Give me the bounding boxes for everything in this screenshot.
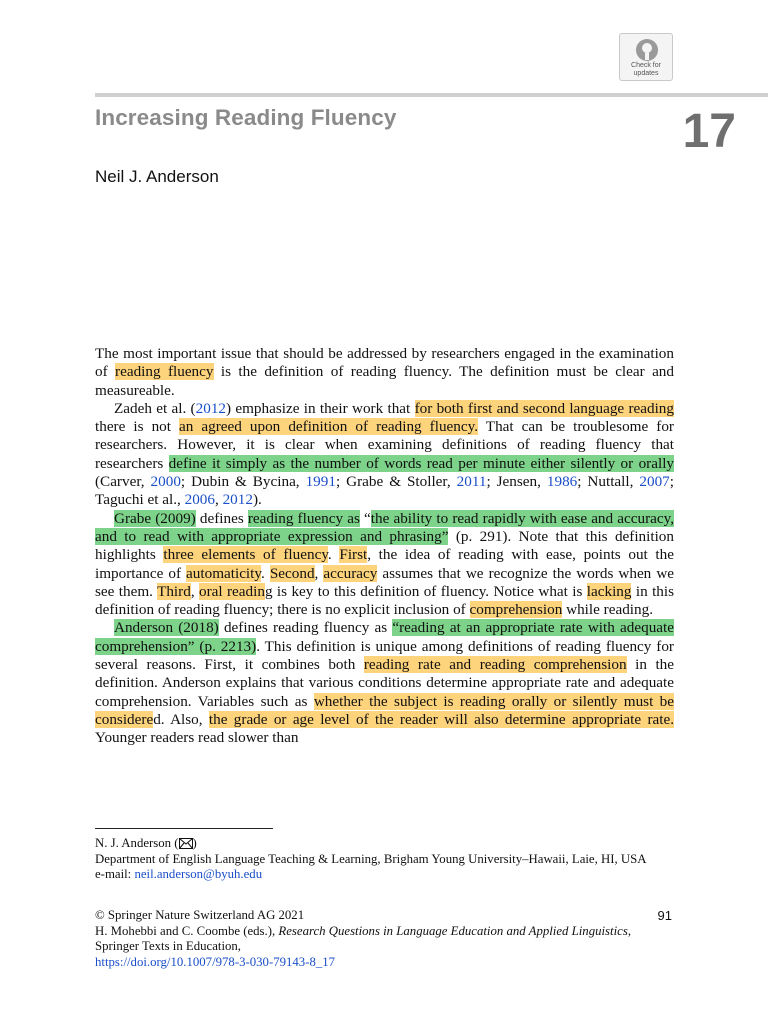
text-run: (Carver, <box>95 473 151 491</box>
text-run: ; Jensen, <box>486 473 547 491</box>
email-link[interactable]: neil.anderson@byuh.edu <box>134 867 263 881</box>
citation-link[interactable]: 2011 <box>456 473 487 491</box>
highlight-green: define it simply as the number of words read per minute either silently or orally <box>168 454 675 472</box>
highlight-green: the ability to read rapidly with ease and accuracy, and to read with appropriate expression and phrasing” <box>95 509 675 545</box>
book-title: Research Questions in Language Education and Applied Linguistics <box>278 923 628 938</box>
text-run: while reading. <box>562 601 654 619</box>
highlight-yellow: for both first and second language reading <box>414 399 674 417</box>
text-run: . This definition is unique among definitions of reading fluency for several reasons. First, it combines both <box>95 637 674 674</box>
editors: H. Mohebbi and C. Coombe (eds.), <box>95 923 279 938</box>
text-run: That can be troublesome for researchers. However, it is clear when examining definitions of reading fluency that researchers <box>95 418 674 472</box>
highlight-yellow: reading rate and reading comprehension <box>363 656 627 674</box>
text-run: , <box>190 582 199 600</box>
citation-link[interactable]: 1991 <box>305 473 336 491</box>
highlight-yellow: automaticity <box>186 564 261 582</box>
body-text <box>95 345 674 748</box>
highlight-green: Grabe (2009) <box>114 509 196 527</box>
email-label: e-mail: <box>95 867 135 881</box>
author-name: Neil J. Anderson <box>95 167 219 186</box>
highlight-yellow: Third <box>157 582 191 600</box>
text-run: is the definition of reading fluency. The definition must be clear and measureable. <box>95 363 674 399</box>
citation-link[interactable]: 2000 <box>150 473 181 491</box>
citation-link[interactable]: 2012 <box>195 399 226 417</box>
text-run: g is key to this definition of fluency. Notice what is <box>264 582 587 600</box>
editors-line <box>95 924 675 955</box>
text-run: The most important issue that should be addressed by researchers engaged in the examination of <box>95 345 674 381</box>
text-run: (p. 291). Note that this definition highlights <box>95 527 674 564</box>
citation-link[interactable]: 2012 <box>222 491 253 509</box>
footnote-rule <box>95 828 273 829</box>
author-footnote <box>95 836 675 883</box>
highlight-yellow: First <box>339 546 368 564</box>
text-run: “ <box>359 509 371 527</box>
highlight-yellow: an agreed upon definition of reading fluency. <box>179 418 479 436</box>
text-run: Younger readers read slower than <box>95 729 299 747</box>
badge-line-1: Check for <box>631 62 661 69</box>
text-run: Zadeh et al. ( <box>114 399 196 417</box>
text-run: ; Taguchi et al., <box>95 473 674 509</box>
highlight-yellow: lacking <box>586 582 632 600</box>
crossmark-icon <box>635 38 659 62</box>
highlight-green: Anderson (2018) <box>114 619 219 637</box>
footnote-paren: ) <box>192 836 197 850</box>
badge-line-2: updates <box>633 70 659 77</box>
footnote-affiliation: Department of English Language Teaching & Learning, Brigham Young University–Hawaii, Laie, HI, USA <box>95 851 647 866</box>
series: , Springer Texts in Education, <box>95 923 632 954</box>
text-run: ; Grabe & Stoller, <box>335 473 457 491</box>
text-run: . <box>327 546 340 564</box>
text-run: , <box>214 491 223 509</box>
text-run: , the idea of reading with ease, points out the importance of <box>95 546 674 582</box>
chapter-title: Increasing Reading Fluency <box>95 105 397 130</box>
doi-link[interactable]: https://doi.org/10.1007/978-3-030-79143-8_17 <box>95 954 336 969</box>
page-number: 91 <box>657 908 672 923</box>
highlight-yellow: Second <box>269 564 315 582</box>
check-for-updates-badge[interactable] <box>619 33 673 81</box>
text-run: ; Nuttall, <box>577 473 640 491</box>
imprint <box>95 908 675 970</box>
text-run: defines <box>195 509 248 527</box>
text-run: . <box>260 564 270 582</box>
text-run: ). <box>252 491 262 509</box>
paragraph-4 <box>95 619 674 747</box>
highlight-yellow: reading fluency <box>115 363 214 381</box>
paragraph-3 <box>95 510 674 620</box>
footnote-name-line <box>95 836 675 852</box>
text-run: in the definition. Anderson explains that various conditions determine appropriate rate and adequate comprehension. Variables such as <box>95 656 674 710</box>
text-run: d. Also, <box>153 710 209 728</box>
highlight-yellow: the grade or age level of the reader will also determine appropriate rate. <box>208 710 674 728</box>
highlight-green: reading fluency as <box>247 509 360 527</box>
text-run: ; Dubin & Bycina, <box>180 473 306 491</box>
text-run: defines reading fluency as <box>218 619 393 637</box>
badge-label <box>620 62 672 78</box>
paragraph-1 <box>95 345 674 400</box>
text-run: assumes that we recognize the words when we see them. <box>95 564 675 600</box>
text-run: ) emphasize in their work that <box>226 399 415 417</box>
text-run: in this definition of reading fluency; there is no explicit inclusion of <box>95 582 675 619</box>
highlight-yellow: three elements of fluency <box>163 546 328 564</box>
highlight-yellow: comprehension <box>469 601 563 619</box>
paragraph-2 <box>95 400 674 510</box>
highlight-yellow: accuracy <box>323 564 378 582</box>
citation-link[interactable]: 2007 <box>639 473 670 491</box>
highlight-yellow: whether the subject is reading orally or silently must be considere <box>95 692 674 728</box>
highlight-green: “reading at an appropriate rate with adequate comprehension” (p. 2213) <box>95 619 674 655</box>
footnote-email-line <box>95 867 675 883</box>
chapter-number: 17 <box>682 105 736 158</box>
header-rule <box>95 93 768 97</box>
text-run: , <box>314 564 324 582</box>
highlight-yellow: oral readin <box>199 582 265 600</box>
citation-link[interactable]: 2006 <box>184 491 215 509</box>
copyright-line: © Springer Nature Switzerland AG 2021 <box>95 908 305 922</box>
envelope-icon[interactable] <box>179 838 193 849</box>
citation-link[interactable]: 1986 <box>546 473 578 491</box>
text-run: there is not <box>95 418 180 436</box>
footnote-author: N. J. Anderson ( <box>95 836 179 850</box>
